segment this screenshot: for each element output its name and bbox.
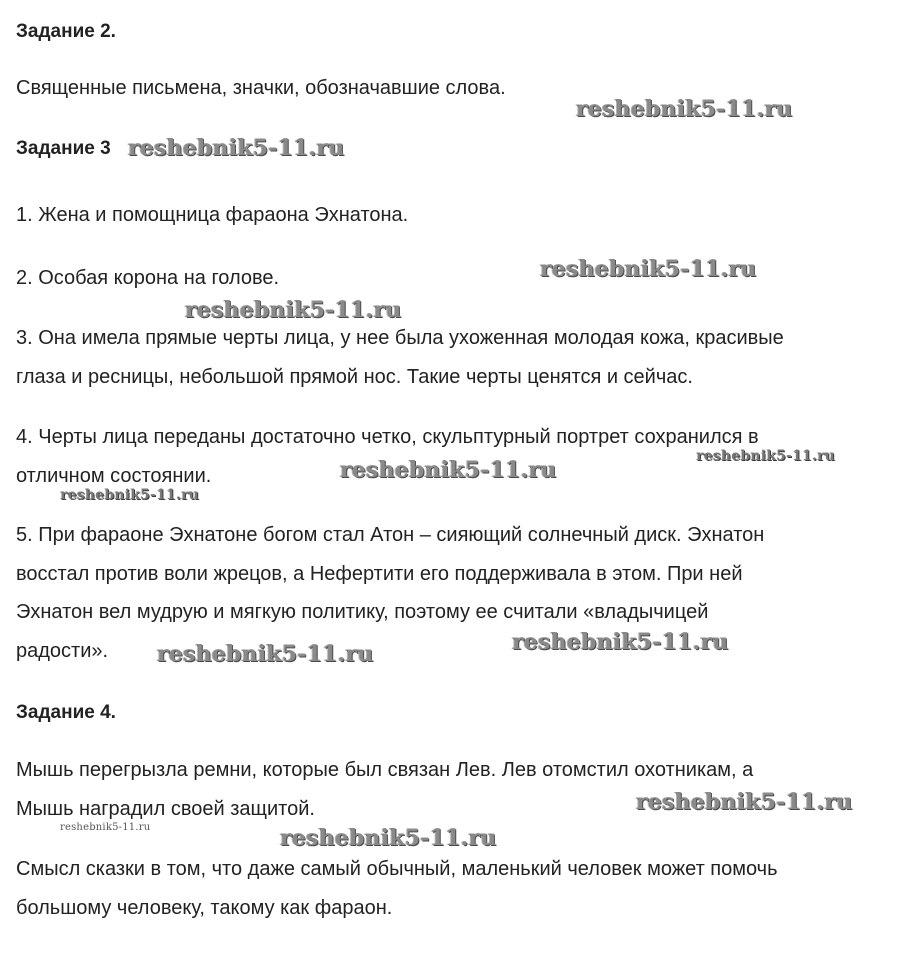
- task-3-answer-5-line-4: радости».: [16, 640, 109, 662]
- task-3-answer-4-line-2: отличном состоянии.: [16, 465, 212, 487]
- task-3-answer-5-line-1: 5. При фараоне Эхнатоне богом стал Атон – сияющий солнечный диск. Эхнатон: [16, 524, 765, 546]
- watermark: reshebnik5-11.ru: [576, 96, 793, 122]
- task-4-heading: Задание 4.: [16, 702, 116, 723]
- task-4-answer-line-1: Мышь перегрызла ремни, которые был связан Лев. Лев отомстил охотникам, а: [16, 759, 754, 781]
- watermark: reshebnik5-11.ru: [636, 789, 853, 815]
- watermark: reshebnik5-11.ru: [512, 629, 729, 655]
- watermark: reshebnik5-11.ru: [60, 487, 199, 503]
- task-3-answer-1: 1. Жена и помощница фараона Эхнатона.: [16, 204, 409, 226]
- watermark: reshebnik5-11.ru: [185, 297, 402, 323]
- task-4-answer-line-3: Смысл сказки в том, что даже самый обычный, маленький человек может помочь: [16, 858, 778, 880]
- watermark: reshebnik5-11.ru: [128, 135, 345, 161]
- watermark: reshebnik5-11.ru: [60, 822, 151, 833]
- task-3-heading: Задание 3: [16, 138, 111, 159]
- task-2-answer: Священные письмена, значки, обозначавшие слова.: [16, 77, 506, 99]
- task-3-answer-2: 2. Особая корона на голове.: [16, 267, 280, 289]
- watermark: reshebnik5-11.ru: [340, 457, 557, 483]
- task-3-answer-5-line-3: Эхнатон вел мудрую и мягкую политику, поэтому ее считали «владычицей: [16, 601, 709, 623]
- task-3-answer-3-line-1: 3. Она имела прямые черты лица, у нее была ухоженная молодая кожа, красивые: [16, 327, 784, 349]
- task-4-answer-line-4: большому человеку, такому как фараон.: [16, 897, 393, 919]
- watermark: reshebnik5-11.ru: [540, 256, 757, 282]
- task-3-answer-4-line-1: 4. Черты лица переданы достаточно четко, скульптурный портрет сохранился в: [16, 426, 759, 448]
- watermark: reshebnik5-11.ru: [157, 641, 374, 667]
- watermark: reshebnik5-11.ru: [280, 825, 497, 851]
- task-3-answer-3-line-2: глаза и ресницы, небольшой прямой нос. Такие черты ценятся и сейчас.: [16, 366, 693, 388]
- watermark: reshebnik5-11.ru: [696, 448, 835, 464]
- task-3-answer-5-line-2: восстал против воли жрецов, а Нефертити его поддерживала в этом. При ней: [16, 563, 743, 585]
- task-2-heading: Задание 2.: [16, 21, 116, 42]
- task-4-answer-line-2: Мышь наградил своей защитой.: [16, 798, 315, 820]
